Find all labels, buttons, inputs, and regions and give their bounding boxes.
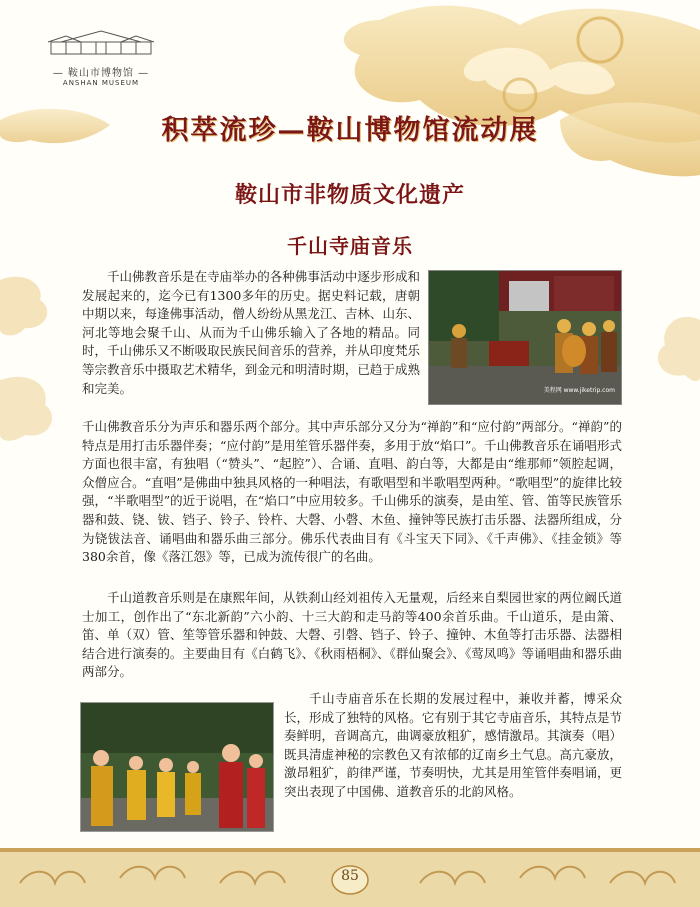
photo-watermark: 美程网 www.jiketrip.com [543, 387, 615, 394]
paragraph-music-style: 千山寺庙音乐在长期的发展过程中，兼收并蓄，博采众长，形成了独特的风格。它有别于其它寺庙音乐，其特点是节奏鲜明，音调高亢，曲调豪放粗犷，感情激昂。其演奏（唱）既具清虚神秘的宗教色又有浓郁的辽南乡土气息。高亢豪放，激昂粗犷，韵律严谨，节奏明快，尤其是用笙管伴奏唱诵，更突出表现了中国佛、道教音乐的北韵风格。 [284, 691, 622, 799]
paragraph-taoist-music: 千山道教音乐则是在康熙年间，从铁刹山经刘祖传入无量观，后经来自梨园世家的两位阚氏道士加工，创作出了“东北新韵”六小韵、十三大韵和走马韵等400余首乐曲。千山道乐，是由箫、笛、单（双）管、笙等管乐器和钟鼓、大磬、引磬、铛子、铃子、撞钟、木鱼等打击乐器、法器相结合进行演奏的。主要曲目有《白鹤飞》、《秋雨梧桐》、《群仙聚会》、《莺凤鸣》等诵唱曲和器乐曲两部分。 [82, 590, 622, 680]
page-headline: 积萃流珍—鞍山博物馆流动展 [161, 115, 539, 146]
museum-building-icon [46, 28, 156, 58]
monks-performance-photo [428, 270, 622, 405]
paragraph-buddhist-music-intro: 千山佛教音乐是在寺庙举办的各种佛事活动中逐步形成和发展起来的，迄今已有1300多年的历史。据史料记载，唐朝中期以来，每逢佛事活动，僧人纷纷从黑龙江、吉林、山东、河北等地会聚千山、从而为千山佛乐输入了各地的精品。同时，千山佛乐又不断吸取民族民间音乐的营养，并从印度梵乐等宗教音乐中摄取艺术精华，到金元和明清时期，已趋于成熟和完美。 [82, 269, 420, 396]
museum-name-en: ANSHAN MUSEUM [62, 79, 140, 87]
museum-logo [46, 28, 156, 88]
section-title: 千山寺庙音乐 [287, 234, 413, 258]
page-number: 85 [341, 868, 359, 884]
page-subtitle: 鞍山市非物质文化遗产 [234, 183, 465, 208]
museum-name: — 鞍山市博物馆 — [52, 68, 150, 79]
procession-photo [80, 702, 274, 832]
paragraph-buddhist-music-detail: 千山佛教音乐分为声乐和器乐两个部分。其中声乐部分又分为“禅韵”和“应付韵”两部分。“禅韵”的特点是用打击乐器伴奏；“应付韵”是用笙管乐器伴奏，多用于放“焰口”。千山佛教音乐在诵唱形式方面也很丰富，有独唱（“赞头”、“起腔”）、合诵、直唱、韵白等，大都是由“维那师”领腔起调，众僧应合。“直唱”是佛曲中独具风格的一种唱法，有歌唱型和半歌唱型两种。“歌唱型”的旋律比较强，“半歌唱型”的近于说唱，在“焰口”中应用较多。千山佛乐的演奏，是由笙、管、笛等民族管乐器和鼓、铙、钹、铛子、铃子、铃杵、大磬、小磬、木鱼、撞钟等民族打击乐器、法器所组成，分为铙钹法音、诵唱曲和器乐曲三部分。佛乐代表曲目有《斗宝天下同》、《千声佛》、《挂金锁》等380余首，像《落江怨》等，已成为流传很广的名曲。 [82, 419, 622, 565]
